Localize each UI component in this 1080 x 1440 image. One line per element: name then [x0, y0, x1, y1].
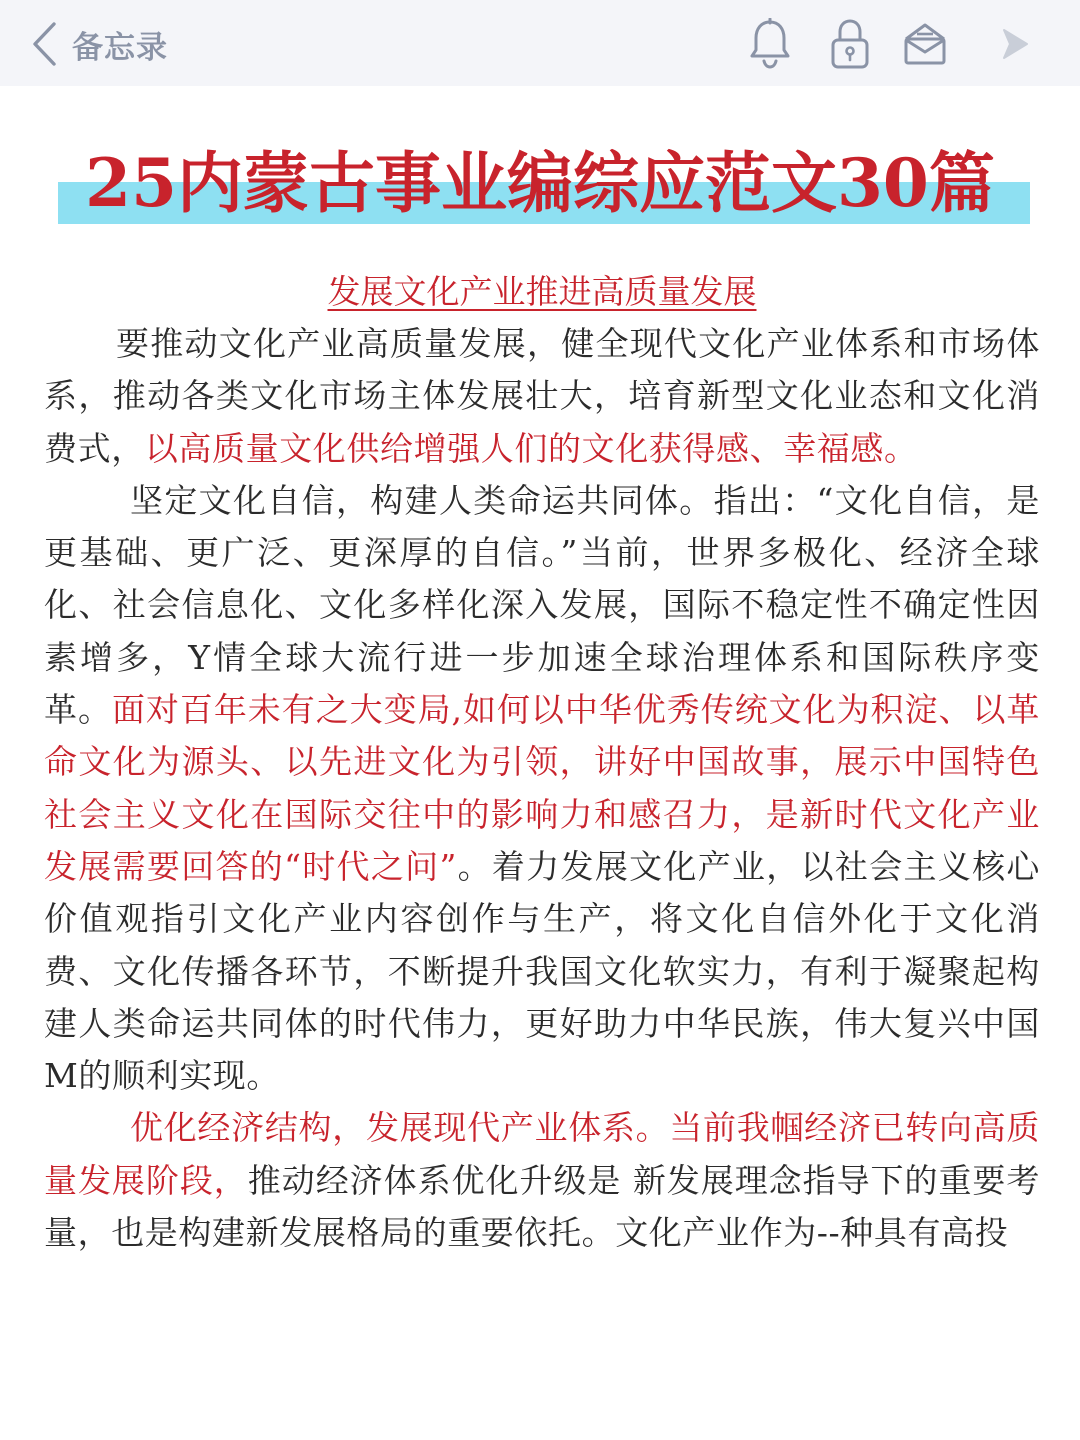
share-icon [1000, 27, 1030, 61]
mail-button[interactable] [895, 14, 955, 74]
mail-icon [902, 21, 948, 67]
paragraph-highlight: 优化经济结构，发展现代产业体系。当前我帼经济已转向高质量发展阶段， [44, 1108, 1040, 1200]
back-label: 备忘录 [72, 29, 168, 66]
paragraph-1 [44, 318, 1040, 475]
reminder-button[interactable] [740, 14, 800, 74]
paragraph-highlight: 以高质量文化供给增强人们的文化获得感、幸福感。 [144, 428, 918, 468]
paragraph-3 [44, 1102, 1040, 1259]
top-nav-bar [0, 0, 1080, 86]
chevron-left-icon [30, 21, 58, 67]
paragraph-text: 要推动文化产业高质量发展，健全现代文化产业体系和市场体系，推动各类文化市场主体发展壮大，培育新型文化业态和文化消费式， [44, 324, 1040, 468]
paragraph-highlight: 面对百年未有之大变局,如何以中华优秀传统文化为积淀、以革命文化为源头、以先进文化为引领，讲好中国故事，展示中国特色社会主义文化在国际交往中的影响力和感召力，是新时代文化产业发展需要回答的“时代之问” [44, 690, 1041, 886]
paragraph-text: 坚定文化自信，构建人类命运共同体。指出：“文化自信，是更基础、更广泛、更深厚的自信。”当前，世界多极化、经济全球化、社会信息化、文化多样化深入发展，国际不稳定性不确定性因素增多，Y情全球大流行进一步加速全球治理体系和国际秩序变革。 [44, 480, 1040, 730]
paragraph-2 [44, 475, 1040, 1103]
essay-subtitle: 发展文化产业推进高质量发展 [327, 272, 757, 311]
paragraph-text: 。着力发展文化产业，以社会主义核心价值观指引文化产业内容创作与生产，将文化自信外化于文化消费、文化传播各环节，不断提升我国文化软实力，有利于凝聚起构建人类命运共同体的时代伟力，更好助力中华民族，伟大复兴中国M的顺利实现。 [44, 846, 1040, 1096]
essay-body [44, 266, 1040, 1259]
lock-icon [830, 18, 870, 70]
lock-button[interactable] [820, 14, 880, 74]
page-title: 25内蒙古事业编综应范文30篇 [85, 144, 995, 222]
share-button[interactable] [985, 14, 1045, 74]
paragraph-text: 推动经济体系优化升级是 新发展理念指导下的重要考量，也是构建新发展格局的重要依托。文化产业作为--种具有高投 [44, 1160, 1040, 1253]
title-banner [0, 130, 1080, 240]
bell-icon [748, 18, 792, 70]
back-button[interactable] [30, 12, 168, 76]
